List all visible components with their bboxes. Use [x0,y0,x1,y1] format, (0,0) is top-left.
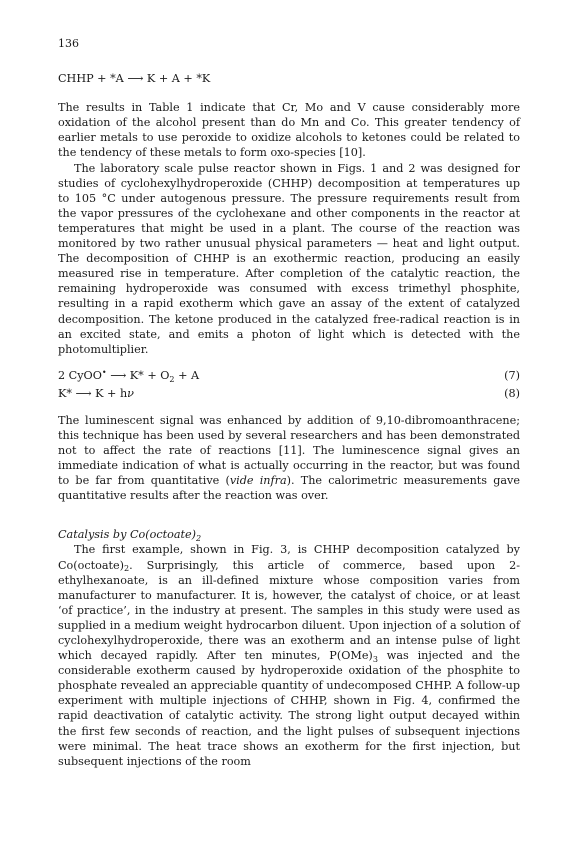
equation-7 [58,367,520,385]
equation-8-expression: K* ⟶ K + hν [58,386,134,400]
document-page [58,36,520,769]
equation-7-number: (7) [504,368,520,382]
equation-8 [58,385,520,403]
reaction-equation [58,71,520,86]
equation-7-expression: 2 CyOO• ⟶ $K* + O_2 + A$ [58,368,200,384]
section-heading: Catalysis by $Co(octoate)_2$ [58,528,202,544]
page-number: 136 [58,37,79,50]
paragraph-luminescence: The luminescent signal was enhanced by addition of 9,10-dibromoanthracene; this technique has been used by several researchers and has been demonstrated not to affect the rate of reactions [11]. The luminescence signal gives an immediate indication of what is actually occurring in the reactor, but was found to be far from quantitative (vide infra). The calorimetric measurements gave quantitative results after the reaction was over. [58,413,520,503]
equation-block [58,367,520,403]
reaction-equation-text: CHHP + *A ⟶ K + A + *K [58,72,211,86]
paragraph-results: The results in Table 1 indicate that Cr, Mo and V cause considerably more oxidation of the alcohol present than do Mn and Co. This greater tendency of earlier metals to use peroxide to oxidize alcohols to ketones could be related to the tendency of these metals to form oxo-species [10]. [58,101,520,160]
equation-8-number: (8) [504,386,520,400]
paragraph-catalysis: The first example, shown in Fig. 3, is CHHP decomposition catalyzed by $Co(octoate)_2$. Surprisingly, this article of commerce, based upon 2-ethylhexanoate, is an ill-defined mixture whose composition varies from manufacturer to manufacturer. It is, however, the catalyst of choice, or at least ‘of practice’, in the industry at present. The samples in this study were used as supplied in a medium weight hydrocarbon diluent. Upon injection of a solution of cyclohexylhydroperoxide, there was an exotherm and an intense pulse of light which decayed rapidly. After ten minutes, $P(OMe)_3$ was injected and the considerable exotherm caused by hydroperoxide oxidation of the phosphite to phosphate revealed an appreciable quantity of undecomposed CHHP. A follow-up experiment with multiple injections of CHHP, shown in Fig. 4, confirmed the rapid deactivation of catalytic activity. The strong light output decayed within the first few seconds of reaction, and the light pulses of subsequent injections were minimal. The heat trace shows an exotherm for the first injection, but subsequent injections of the room [58,543,520,768]
paragraph-reactor: The laboratory scale pulse reactor shown in Figs. 1 and 2 was designed for studies of cyclohexylhydroperoxide (CHHP) decomposition at temperatures up to 105 °C under autogenous pressure. The pressure requirements result from the vapor pressures of the cyclohexane and other components in the reactor at temperatures that might be used in a plant. The course of the reaction was monitored by two rather unusual physical parameters — heat and light output. The decomposition of CHHP is an exothermic reaction, producing an easily measured rise in temperature. After completion of the catalytic reaction, the remaining hydroperoxide was consumed with excess trimethyl phosphite, resulting in a rapid exotherm which gave an assay of the extent of catalyzed decomposition. The ketone produced in the catalyzed free-radical reaction is in an excited state, and emits a photon of light which is detected with the photomultiplier. [58,161,520,356]
